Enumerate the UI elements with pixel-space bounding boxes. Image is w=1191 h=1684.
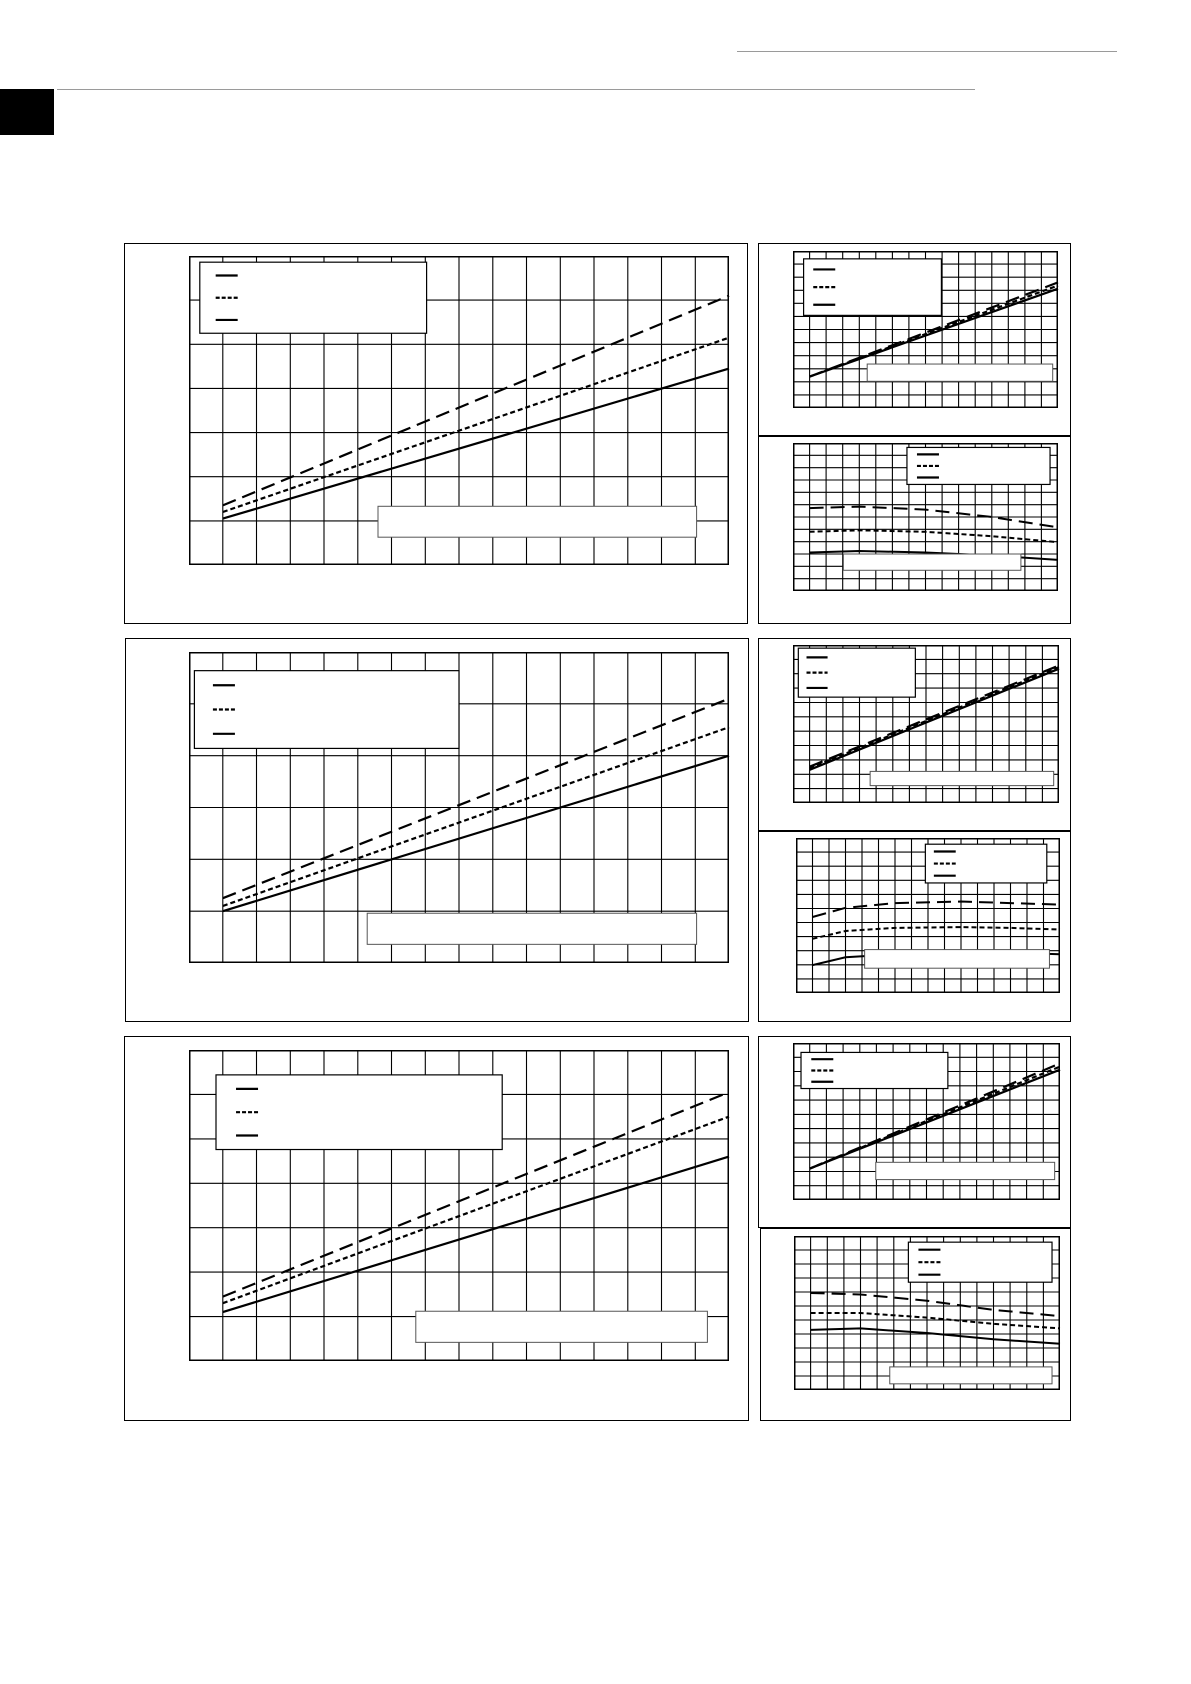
chart-side-3b <box>794 1236 1060 1390</box>
legend <box>925 844 1046 883</box>
legend <box>804 259 942 316</box>
legend <box>194 671 459 749</box>
legend <box>908 1242 1052 1282</box>
chart-main-2 <box>189 652 729 963</box>
caption-box <box>367 913 696 944</box>
caption-box <box>867 364 1052 381</box>
caption-box <box>843 554 1021 570</box>
caption-box <box>870 771 1054 785</box>
legend <box>801 1052 948 1088</box>
chart-main-1 <box>189 256 729 565</box>
header-rule-main <box>57 89 975 90</box>
caption-box <box>890 1367 1052 1384</box>
chart-side-2a <box>793 645 1059 803</box>
chart-side-1a <box>793 251 1058 408</box>
caption-box <box>865 950 1050 969</box>
chart-side-1b <box>793 443 1058 591</box>
legend-box <box>907 447 1050 484</box>
legend-box <box>804 259 942 316</box>
legend-box <box>216 1075 502 1150</box>
chart-main-3 <box>189 1050 729 1361</box>
legend <box>200 262 427 333</box>
legend-box <box>908 1242 1052 1282</box>
caption-box <box>416 1311 708 1342</box>
section-tab <box>0 89 54 135</box>
caption-box <box>378 506 697 537</box>
chart-side-2b <box>796 838 1060 993</box>
header-rule-right <box>737 51 1117 52</box>
caption-box <box>876 1162 1055 1179</box>
legend <box>907 447 1050 484</box>
legend-box <box>801 1052 948 1088</box>
chart-side-3a <box>793 1043 1060 1200</box>
legend <box>798 648 915 697</box>
legend <box>216 1075 502 1150</box>
